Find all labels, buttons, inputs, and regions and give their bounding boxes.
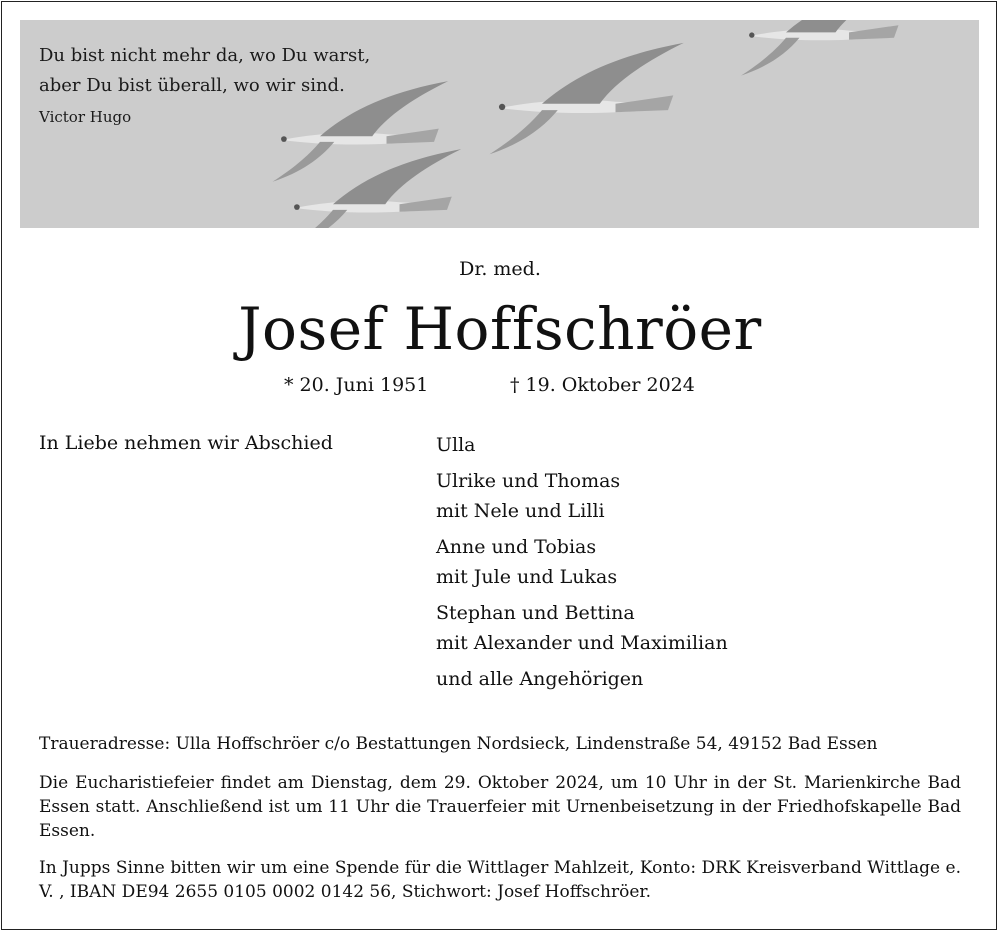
mourner-group xyxy=(436,532,728,592)
quote-line-2: aber Du bist überall, wo wir sind. xyxy=(39,75,345,96)
mourner-line: mit Nele und Lilli xyxy=(436,500,605,522)
mourning-address: Traueradresse: Ulla Hoffschröer c/o Bestattungen Nordsieck, Lindenstraße 54, 49152 Bad Essen xyxy=(39,734,878,754)
mourner-line: Stephan und Bettina xyxy=(436,602,635,624)
quote-text xyxy=(39,41,370,101)
quote-author: Victor Hugo xyxy=(39,108,132,126)
mourner-line: und alle Angehörigen xyxy=(436,668,644,690)
donation-request: In Jupps Sinne bitten wir um eine Spende für die Wittlager Mahlzeit, Konto: DRK Kreisverband Wittlage e. V. , IBAN DE94 2655 0105 0002 0142 56, Stichwort: Josef Hoffschröer. xyxy=(39,858,961,902)
deceased-name: Josef Hoffschröer xyxy=(238,295,762,363)
mourner-line: Anne und Tobias xyxy=(436,536,597,558)
mourner-group xyxy=(436,430,728,460)
mourner-line: Ulla xyxy=(436,434,476,456)
birth-date: * 20. Juni 1951 xyxy=(284,374,429,396)
mourner-group xyxy=(436,598,728,658)
quote-line-1: Du bist nicht mehr da, wo Du warst, xyxy=(39,45,371,66)
academic-title: Dr. med. xyxy=(459,258,541,280)
mourner-group xyxy=(436,466,728,526)
crane-bird-3 xyxy=(490,43,684,154)
death-date: † 19. Oktober 2024 xyxy=(510,374,695,396)
mourner-line: mit Jule und Lukas xyxy=(436,566,618,588)
cranes-banner xyxy=(20,20,979,228)
mourners-list xyxy=(436,430,728,700)
service-details: Die Eucharistiefeier findet am Dienstag, dem 29. Oktober 2024, um 10 Uhr in der St. Marienkirche Bad Essen statt. Anschließend ist um 11 Uhr die Trauerfeier mit Urnenbeisetzung in der Friedhofskapelle Bad Essen. xyxy=(39,773,961,841)
mourner-line: mit Alexander und Maximilian xyxy=(436,632,728,654)
mourner-line: Ulrike und Thomas xyxy=(436,470,621,492)
farewell-text: In Liebe nehmen wir Abschied xyxy=(39,432,333,454)
crane-bird-4 xyxy=(741,20,908,76)
mourner-group xyxy=(436,664,728,694)
